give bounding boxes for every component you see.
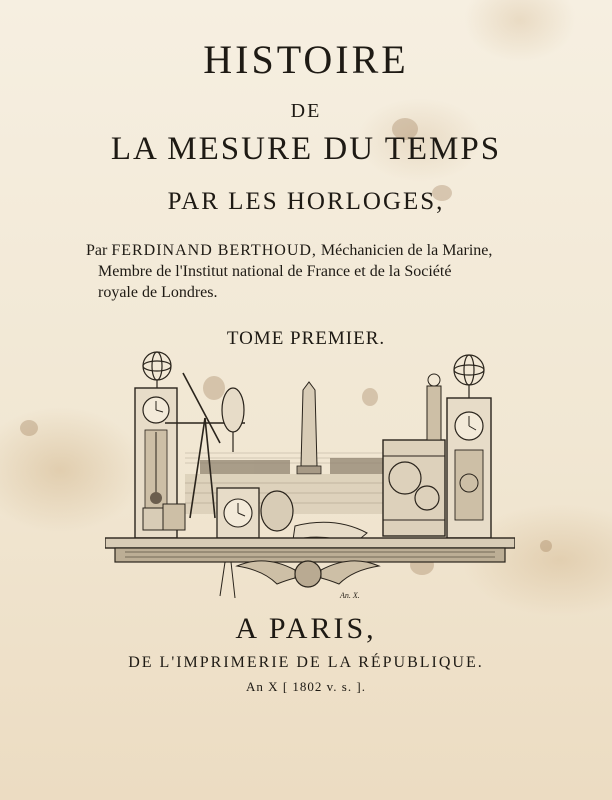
title-line-mesure: LA MESURE DU TEMPS <box>110 131 502 167</box>
title-line-de: DE <box>290 100 322 122</box>
foxing-stain <box>20 420 38 436</box>
mechanism-right <box>383 374 445 536</box>
ornate-clock-right <box>447 398 491 538</box>
drum-drawing <box>261 491 293 531</box>
author-line-3: royale de Londres. <box>98 284 218 301</box>
title-line-histoire: HISTOIRE <box>203 37 409 82</box>
title-line-horloges: PAR LES HORLOGES, <box>167 188 445 215</box>
imprint-printer: DE L'IMPRIMERIE DE LA RÉPUBLIQUE. <box>128 654 484 671</box>
author-statement <box>86 240 531 303</box>
imprint-place: A PARIS, <box>235 612 377 645</box>
pendulum-under-table <box>220 562 235 598</box>
winged-globe <box>237 561 379 587</box>
books-drawing <box>143 504 185 530</box>
table-top <box>105 538 515 562</box>
armillary-sphere-left <box>143 352 171 388</box>
dial-on-post <box>222 388 244 452</box>
author-line-2: Membre de l'Institut national de France et de la Société <box>98 263 452 280</box>
armillary-sphere-right <box>454 355 484 398</box>
author-line-1 <box>86 240 531 261</box>
author-prefix: Par <box>86 242 108 259</box>
engraving-signature: An. X. <box>340 591 360 600</box>
foxing-stain <box>540 540 552 552</box>
obelisk-drawing <box>297 382 321 474</box>
clock-engraving-illustration <box>105 348 515 603</box>
author-name: FERDINAND BERTHOUD, <box>111 242 317 259</box>
imprint-date: An X [ 1802 v. s. ]. <box>246 679 366 694</box>
volume-label: TOME PREMIER. <box>226 328 386 349</box>
author-role: Méchanicien de la Marine, <box>320 242 493 259</box>
